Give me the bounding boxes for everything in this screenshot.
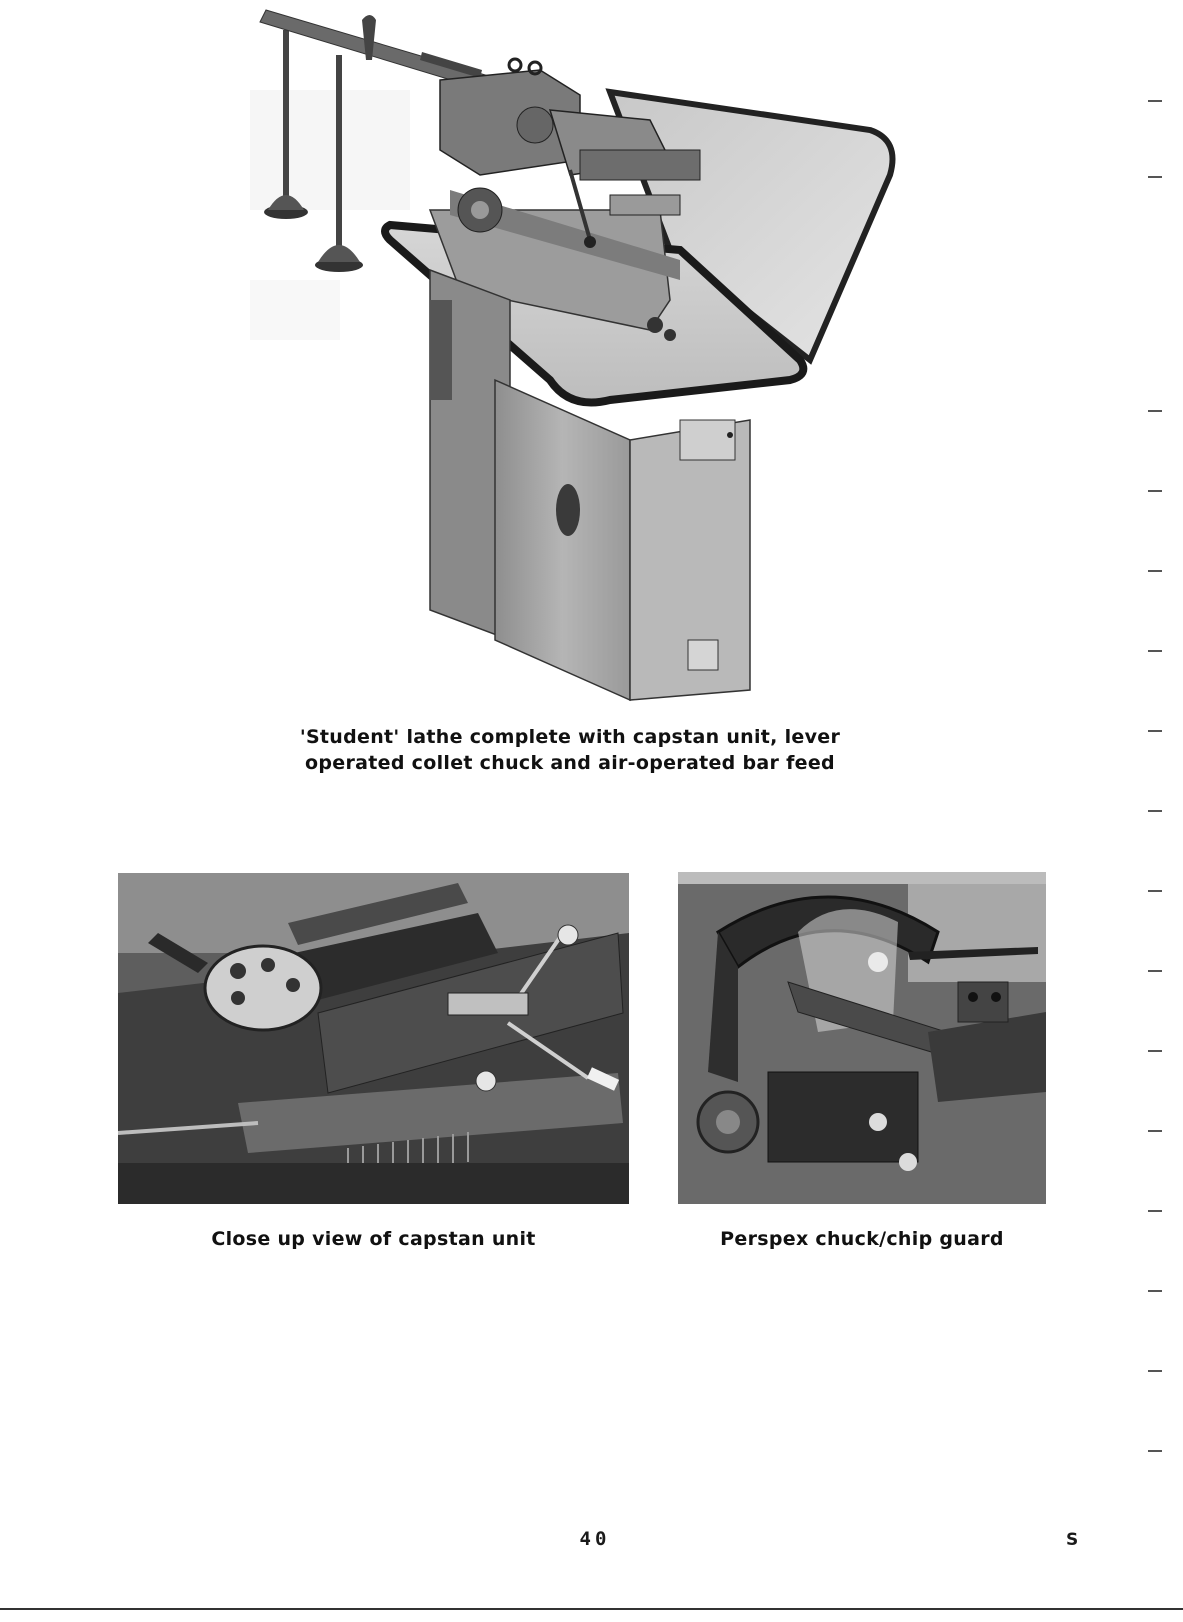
perspex-guard-photo: [678, 872, 1046, 1204]
main-caption-line-2: operated collet chuck and air-operated bar feed: [305, 752, 835, 774]
guard-photo-caption: Perspex chuck/chip guard: [720, 1228, 1004, 1250]
margin-tick: [1148, 810, 1162, 812]
lathe-illustration: [250, 0, 940, 730]
main-photo-caption: [200, 724, 940, 776]
guard-illustration: [678, 872, 1046, 1204]
margin-tick: [1148, 730, 1162, 732]
bottom-rule: [0, 1608, 1183, 1610]
capstan-closeup-photo: [118, 873, 629, 1204]
margin-tick: [1148, 176, 1162, 178]
margin-tick: [1148, 410, 1162, 412]
lathe-photo: [250, 0, 940, 730]
margin-tick: [1148, 1450, 1162, 1452]
main-caption-line-1: 'Student' lathe complete with capstan unit, lever: [299, 726, 841, 748]
margin-tick: [1148, 970, 1162, 972]
margin-tick: [1148, 890, 1162, 892]
capstan-illustration: [118, 873, 629, 1204]
margin-tick: [1148, 1210, 1162, 1212]
corner-mark: S: [1066, 1530, 1079, 1550]
margin-tick: [1148, 650, 1162, 652]
page-number: 40: [579, 1528, 611, 1550]
margin-tick: [1148, 100, 1162, 102]
margin-tick: [1148, 1050, 1162, 1052]
margin-tick: [1148, 490, 1162, 492]
margin-tick: [1148, 1130, 1162, 1132]
capstan-photo-caption: Close up view of capstan unit: [211, 1228, 536, 1250]
margin-tick: [1148, 1370, 1162, 1372]
margin-tick: [1148, 570, 1162, 572]
margin-tick: [1148, 1290, 1162, 1292]
